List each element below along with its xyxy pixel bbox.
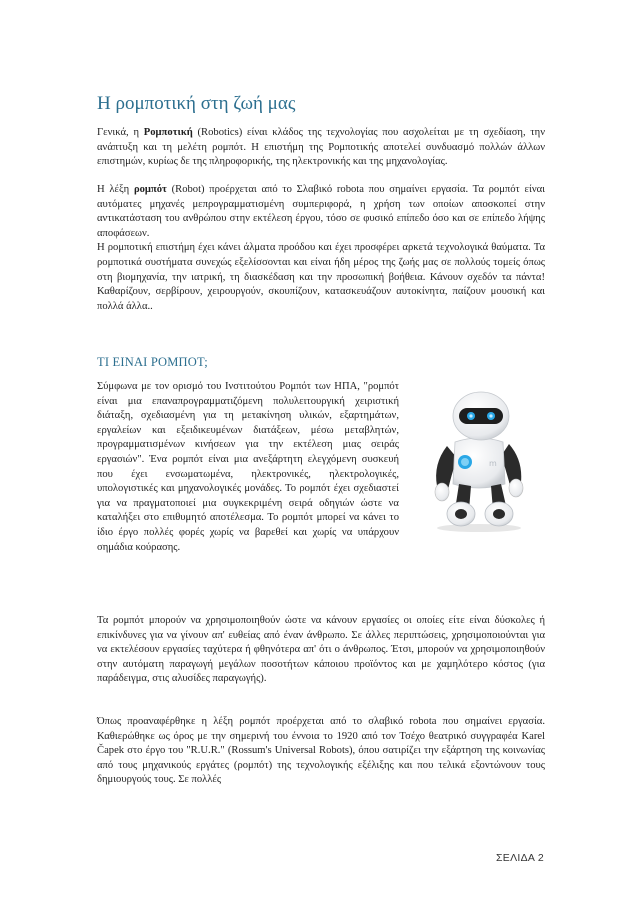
intro-text-1: Γενικά, η: [97, 127, 144, 138]
intro-text-2: (Robotics) είναι κλάδος της τεχνολογίας που ασχολείται με τη σχεδίαση, την ανάπτυξη και τη μελέτη ρομπότ. Η επιστήμη της Ρομποτικής αποτελεί συνδυασμό πολλών άλλων επιστημών, κυρίως δε της πληροφορικής, της ηλεκτρονικής και της μηχανολογίας.: [97, 127, 545, 168]
section-heading: ΤΙ ΕΙΝΑΙ ΡΟΜΠΟΤ;: [97, 355, 208, 369]
history-paragraph: Όπως προαναφέρθηκε η λέξη ρομπότ προέρχεται από το σλαβικό robota που σημαίνει εργασία. Καθιερώθηκε ως όρος με την σημερινή του έννοια το 1920 από τον Τσέχο θεατρικό συγγραφέα Karel Čapek στο έργο του "R.U.R." (Rossum's Universal Robots), όπου σατιρίζει την εξάρτηση της κοινωνίας από τους μηχανικούς εργάτες (ρομπότ) της τεχνολογικής εξέλιξης και που τελικά εξοντώνουν τους δημιουργούς τους. Σε πολλές: [97, 716, 545, 786]
history-paragraph-block: [97, 715, 545, 788]
svg-text:m: m: [489, 459, 497, 468]
definition-paragraph: Σύμφωνα με τον ορισμό του Ινστιτούτου Ρομπότ των ΗΠΑ, "ρομπότ είναι μια επαναπρογραμματιζόμενη πολυλειτουργική χειριστική διάταξη, σχεδιασμένη για τη μετακίνηση υλικών, εξαρτημάτων, εργαλείων και εξειδικευμένων διατάξεων, μέσω μεταβλητών, προγραμματισμένων κινήσεων για την εκτέλεση μιας σειράς εργασιών". Ένα ρομπότ είναι μια ανεξάρτητη ελεγχόμενη συσκευή που έχει ενσωματωμένα, ηλεκτρονικές, ηλεκτρολογικές, υπολογιστικές και μηχανολογικές μονάδες. Το ρομπότ έχει σχεδιαστεί για να πραγματοποιεί μια συγκεκριμένη σειρά οδηγιών ώστε να καταλήξει στο επιθυμητό αποτέλεσμα. Το ρομπότ μπορεί να κάνει το ίδιο έργο πολλές φορές χωρίς να βαρεθεί και χωρίς να υπάρχουν σημάδια κούρασης.: [97, 381, 399, 553]
usage-paragraph: Τα ρομπότ μπορούν να χρησιμοποιηθούν ώστε να κάνουν εργασίες οι οποίες είτε είναι δύσκολες ή επικίνδυνες για να γίνουν απ' ευθείας από έναν άνθρωπο. Σε άλλες περιπτώσεις, χρησιμοποιούνται για να εκτελέσουν εργασίες ταχύτερα ή φθηνότερα απ' ότι ο άνθρωπος. Έτσι, μπορούν να χρησιμοποιηθούν στην αυτόματη παραγωγή μεγάλων ποσοτήτων κάποιου προϊόντος και με χαμηλότερο κόστος (για παράδειγμα, στις αλυσίδες παραγωγής).: [97, 615, 545, 685]
robot-bold-term: ρομπότ: [133, 184, 167, 195]
robot-text-1: Η λέξη: [97, 184, 134, 195]
robot-illustration: [409, 384, 545, 534]
definition-section: [97, 380, 545, 555]
page-footer: ΣΕΛΙΔΑ 2: [495, 852, 544, 864]
robot-text-2: (Robot) προέρχεται από το Σλαβικό robota που σημαίνει εργασία. Τα ρομπότ είναι αυτόματες μηχανές μεπρογραμματισμένη συμπεριφορά, η χρήση των οποίων αποσκοπεί στην αντικατάσταση του ανθρώπου στην εκτέλεση έργου, τόσο σε φυσικό επίπεδο όσο και σε επίπεδο λήψης αποφάσεων.: [97, 184, 546, 239]
white-toy-robot-image: [409, 384, 545, 534]
page-title: Η ρομποτική στη ζωή μας: [97, 93, 296, 114]
intro-bold-term: Ρομποτική: [143, 127, 193, 138]
intro-paragraph: [97, 126, 545, 170]
robotics-progress-paragraph: Η ρομποτική επιστήμη έχει κάνει άλματα προόδου και έχει προσφέρει αρκετά τεχνολογικά θαύματα. Τα ρομποτικά συστήματα συνεχώς εξελίσσονται και είναι ήδη μέρος της ζωής μας σε πολλούς τομείς όπως στη βιομηχανία, την ιατρική, τη διασκέδαση και την προσωπική βοήθεια. Κάνουν σχεδόν τα πάντα! Καθαρίζουν, σερβίρουν, χειρουργούν, σκουπίζουν, κατασκευάζουν αυτοκίνητα, παίζουν μουσική και πολλά άλλα..: [97, 242, 545, 312]
usage-paragraph-block: [97, 614, 545, 687]
robot-word-section: [97, 183, 545, 314]
